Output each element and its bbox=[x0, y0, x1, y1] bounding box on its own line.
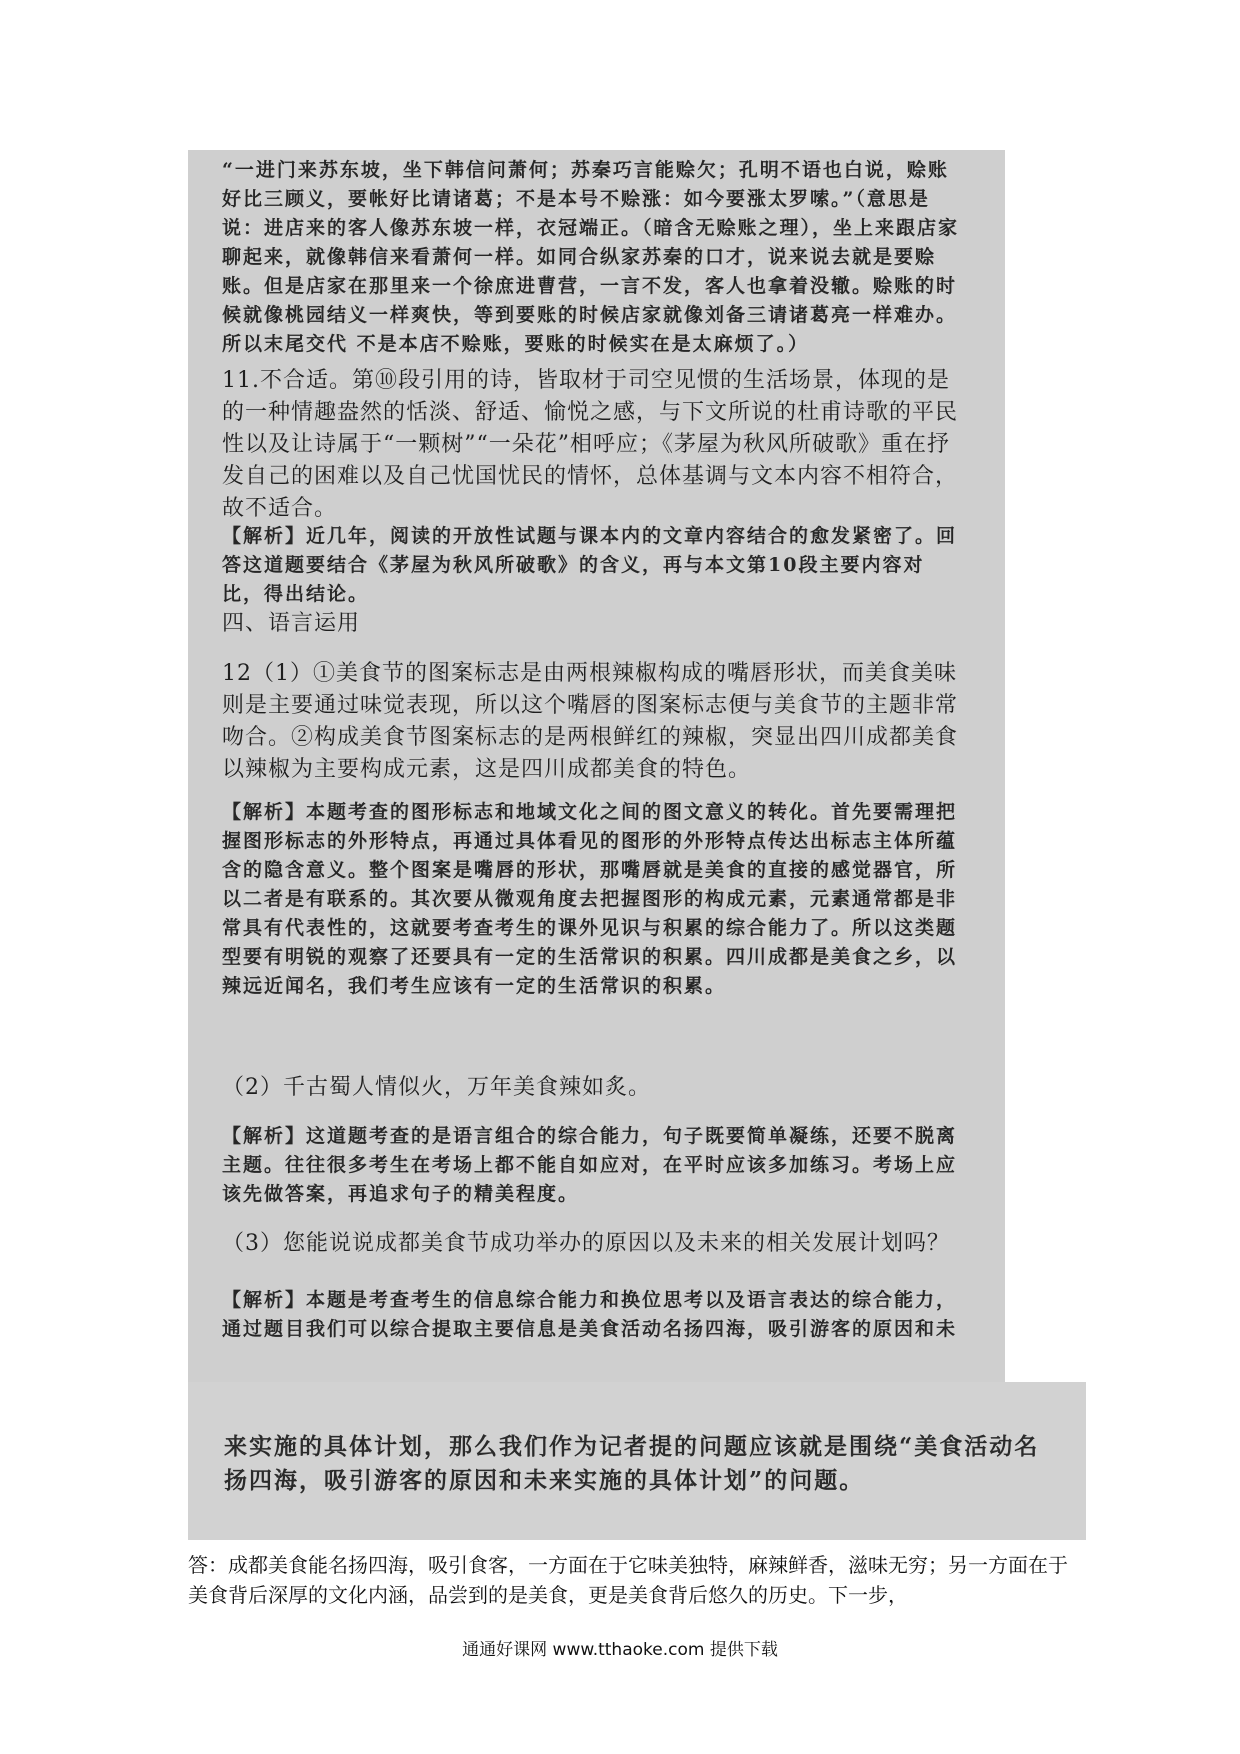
analysis-question-12-3: 【解析】本题是考查考生的信息综合能力和换位思考以及语言表达的综合能力，通过题目我们可以综合提取主要信息是美食活动名扬四海，吸引游客的原因和未 bbox=[222, 1289, 958, 1340]
page-footer: 通通好课网 www.tthaoke.com 提供下载 bbox=[462, 1640, 778, 1660]
question-12-3: （3）您能说说成都美食节成功举办的原因以及未来的相关发展计划吗？ bbox=[222, 1231, 950, 1256]
analysis-question-12-1: 【解析】本题考查的图形标志和地域文化之间的图文意义的转化。首先要需理把握图形标志的外形特点，再通过具体看见的图形的外形特点传达出标志主体所蕴含的隐含意义。整个图案是嘴唇的形状，那嘴唇就是美食的直接的感觉器官，所以二者是有联系的。其次要从微观角度去把握图形的构成元素，元素通常都是非常具有代表性的，这就要考查考生的课外见识与积累的综合能力了。所以这类题型要有明锐的观察了还要具有一定的生活常识的积累。四川成都是美食之乡，以辣远近闻名，我们考生应该有一定的生活常识的积累。 bbox=[222, 801, 958, 997]
answer-question-11: 11.不合适。第⑩段引用的诗，皆取材于司空见惯的生活场景，体现的是的一种情趣盎然的恬淡、舒适、愉悦之感，与下文所说的杜甫诗歌的平民性以及让诗属于“一颗树”“一朵花”相呼应；《茅屋为秋风所破歌》重在抒发自己的困难以及自己忧国忧民的情怀，总体基调与文本内容不相符合，故不适合。 bbox=[222, 368, 959, 521]
paragraph-idiom-explanation: “一进门来苏东坡，坐下韩信问萧何；苏秦巧言能赊欠；孔明不语也白说，赊账好比三顾义，要帐好比请诸葛；不是本号不赊涨：如今要涨太罗嗦。”（意思是说：进店来的客人像苏东坡一样，衣冠端正。（暗含无赊账之理），坐上来跟店家聊起来，就像韩信来看萧何一样。如同合纵家苏秦的口才，说来说去就是要赊账。但是店家在那里来一个徐庶进曹营，一言不发，客人也拿着没辙。赊账的时候就像桃园结义一样爽快，等到要账的时候店家就像刘备三请诸葛亮一样难办。所以末尾交代 不是本店不赊账，要账的时候实在是太麻烦了。） bbox=[222, 159, 960, 355]
analysis-continuation-text: 来实施的具体计划，那么我们作为记者提的问题应该就是围绕“美食活动名扬四海，吸引游客的原因和未来实施的具体计划”的问题。 bbox=[224, 1433, 1040, 1494]
answer-question-12-1: 12（1）①美食节的图案标志是由两根辣椒构成的嘴唇形状，而美食美味则是主要通过味觉表现，所以这个嘴唇的图案标志便与美食节的主题非常吻合。②构成美食节图案标志的是两根鲜红的辣椒，突显出四川成都美食以辣椒为主要构成元素，这是四川成都美食的特色。 bbox=[222, 661, 959, 782]
answer-text: 答：成都美食能名扬四海，吸引食客，一方面在于它味美独特，麻辣鲜香，滋味无穷；另一方面在于美食背后深厚的文化内涵，品尝到的是美食，更是美食背后悠久的历史。下一步， bbox=[188, 1553, 1068, 1607]
scanned-analysis-continuation bbox=[188, 1382, 1086, 1540]
section-heading-language-use: 四、语言运用 bbox=[222, 611, 361, 636]
answer-question-12-2: （2）千古蜀人情似火，万年美食辣如炙。 bbox=[222, 1075, 651, 1100]
analysis-question-12-2: 【解析】这道题考查的是语言组合的综合能力，句子既要简单凝练，还要不脱离主题。往往很多考生在考场上都不能自如应对，在平时应该多加练习。考场上应该先做答案，再追求句子的精美程度。 bbox=[222, 1125, 958, 1205]
analysis-question-11: 【解析】近几年，阅读的开放性试题与课本内的文章内容结合的愈发紧密了。回答这道题要结合《茅屋为秋风所破歌》的含义，再与本文第10段主要内容对比，得出结论。 bbox=[222, 525, 958, 605]
scanned-answer-image bbox=[188, 150, 1005, 1382]
